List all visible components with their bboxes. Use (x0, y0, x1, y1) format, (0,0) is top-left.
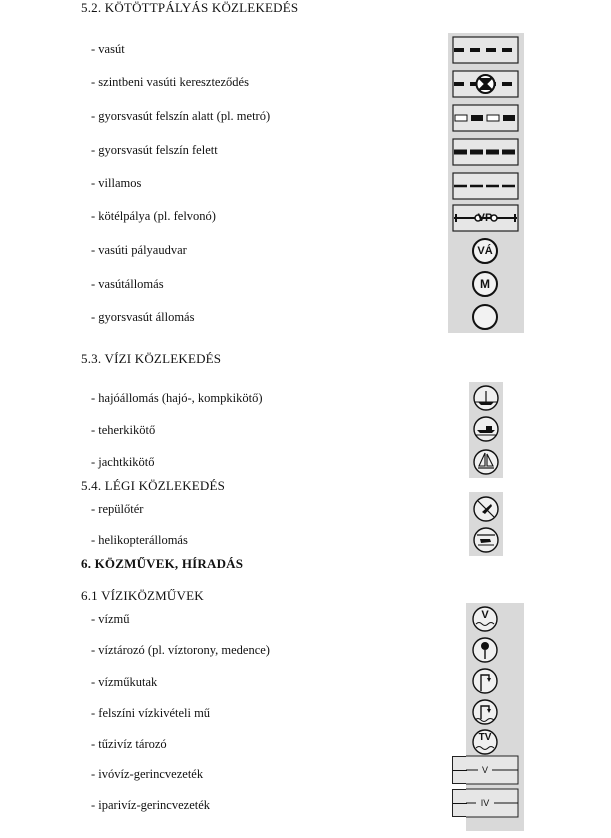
cargo-port-icon (474, 417, 498, 441)
tram-line-icon (453, 173, 518, 199)
water-well-icon (473, 669, 497, 693)
legend-item-label: - jachtkikötő (91, 455, 155, 469)
symbol-text: M (480, 277, 490, 291)
legend-item-label: - repülőtér (91, 502, 144, 516)
legend-item-label: - kötélpálya (pl. felvonó) (91, 209, 216, 223)
heliport-icon (474, 528, 498, 552)
legend-item-label: - vasútállomás (91, 277, 164, 291)
elevated-rail-icon (453, 139, 518, 165)
legend-item-label: - vasúti pályaudvar (91, 243, 187, 257)
legend-item-label: - gyorsvasút felszín felett (91, 143, 218, 157)
legend-item-label: - iparivíz-gerincvezeték (91, 798, 211, 812)
drinking-water-main-extension (452, 756, 466, 784)
legend-item-label: - vízmű (91, 612, 130, 626)
water-tower-icon (473, 638, 497, 662)
section-heading-utilities: 6. KÖZMŰVEK, HÍRADÁS (81, 556, 244, 571)
legend-item-label: - helikopterállomás (91, 533, 188, 547)
legend-item-label: - villamos (91, 176, 142, 190)
surface-water-intake-icon (473, 700, 497, 724)
railway-line-icon (453, 37, 518, 63)
yacht-harbor-icon (474, 450, 498, 474)
legend-item-label: - hajóállomás (hajó-, kompkikötő) (91, 391, 263, 405)
airport-icon (474, 497, 498, 521)
section-heading-rail: 5.2. KÖTÖTTPÁLYÁS KÖZLEKEDÉS (81, 0, 299, 15)
legend-item-label: - felszíni vízkivételi mű (91, 706, 211, 720)
legend-item-label: - szintbeni vasúti kereszteződés (91, 75, 249, 89)
water-symbol-panel (469, 382, 503, 478)
underground-rail-icon (453, 105, 518, 131)
symbol-text: VP (477, 212, 493, 224)
ship-station-icon (474, 386, 498, 410)
legend-item-label: - teherkikötő (91, 423, 156, 437)
legend-item-label: - gyorsvasút állomás (91, 310, 195, 324)
waterworks-symbol-panel (466, 603, 524, 831)
legend-item-label: - gyorsvasút felszín alatt (pl. metró) (91, 109, 271, 123)
industrial-water-main-extension (452, 789, 466, 817)
air-symbol-panel (469, 492, 503, 556)
legend-item-label: - vízműkutak (91, 675, 158, 689)
section-heading-water: 5.3. VÍZI KÖZLEKEDÉS (81, 351, 222, 366)
rail-symbol-panel (448, 33, 524, 333)
legend-item-label: - víztározó (pl. víztorony, medence) (91, 643, 270, 657)
legend-item-label: - tűzivíz tározó (91, 737, 167, 751)
legend-item-label: - ivóvíz-gerincvezeték (91, 767, 204, 781)
symbol-text: V (481, 765, 488, 775)
symbol-text: V (481, 609, 489, 621)
symbol-text: TV (478, 732, 492, 743)
metro-station-icon (473, 305, 497, 329)
section-heading-waterworks: 6.1 VÍZIKÖZMŰVEK (81, 588, 204, 603)
symbol-text: IV (480, 798, 490, 808)
level-crossing-icon (453, 71, 518, 97)
section-heading-air: 5.4. LÉGI KÖZLEKEDÉS (81, 478, 226, 493)
legend-item-label: - vasút (91, 42, 125, 56)
symbol-text: VÁ (477, 245, 493, 257)
